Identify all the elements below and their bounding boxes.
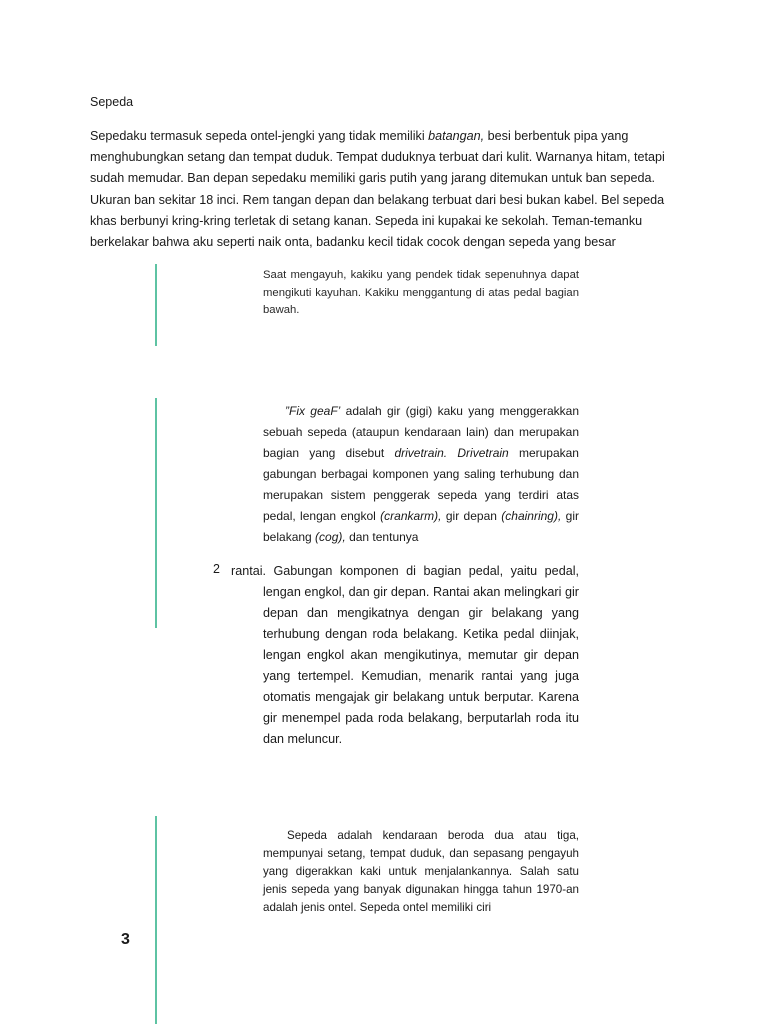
block2-text-5: dan tentunya [345,530,419,544]
quote-block-4 [263,827,579,917]
block2-text-1: adalah gir (gigi) kaku yang menggerakkan sebuah sepeda (ataupun kendaraan lain) dan merupakan bagian yang disebut [263,404,579,460]
accent-rule-1 [155,264,157,346]
block2-text-3: gir depan [441,509,502,523]
block4-text: Sepeda adalah kendaraan beroda dua atau tiga, mempunyai setang, tempat duduk, dan sepasang pengayuh yang digerakkan kaki untuk menjalankannya. Salah satu jenis sepeda yang banyak digunakan hingga tahun 1970-an adalah jenis ontel. Sepeda ontel memiliki ciri [263,829,579,914]
block3-text: rantai. Gabungan komponen di bagian pedal, yaitu pedal, lengan engkol, dan gir depan. Rantai akan melingkari gir depan dan mengikatnya dengan gir belakang yang terhubung dengan roda belakang. Ketika pedal diinjak, lengan engkol akan mengikutinya, memutar gir depan yang tertempel. Kemudian, menarik rantai yang juga otomatis mengajak gir belakang untuk berputar. Karena gir menempel pada roda belakang, berputarlah roda itu dan meluncur. [231,564,579,746]
block2-italic-4: (cog), [315,530,346,544]
quote-block-3 [231,561,579,750]
intro-paragraph [90,126,678,253]
intro-italic-term: batangan, [428,129,485,143]
block2-text-2: merupakan gabungan berbagai komponen yang saling terhubung dan merupakan sistem penggerak sepeda yang terdiri atas pedal, lengan engkol [263,446,579,523]
quote-block-1: Saat mengayuh, kakiku yang pendek tidak sepenuhnya dapat mengikuti kayuhan. Kakiku menggantung di atas pedal bagian bawah. [263,269,579,316]
block2-italic-1: drivetrain. Drivetrain [394,446,509,460]
block2-italic-term: ”Fix geaF’ [285,404,341,418]
section-heading: Sepeda [90,95,134,109]
accent-rule-2 [155,398,157,628]
intro-text-2: besi berbentuk pipa yang menghubungkan setang dan tempat duduk. Tempat duduknya terbuat dari kulit. Warnanya hitam, tetapi sudah memudar. Ban depan sepedaku memiliki garis putih yang jarang ditemukan untuk ban sepeda. Ukuran ban sekitar 18 inci. Rem tangan depan dan belakang terbuat dari besi bukan kabel. Bel sepeda khas berbunyi kring-kring terletak di setang kanan. Sepeda ini kupakai ke sekolah. Teman-temanku berkelakar bahwa aku seperti naik onta, badanku kecil tidak cocok dengan sepeda yang besar [90,129,665,250]
intro-text-1: Sepedaku termasuk sepeda ontel-jengki yang tidak memiliki [90,129,429,143]
block2-text-4: gir belakang [263,509,580,544]
block2-italic-2: (crankarm), [380,509,442,523]
block2-italic-3: (chainring), [501,509,562,523]
quote-block-2 [263,401,579,548]
accent-rule-3 [155,816,157,1024]
page-number: 3 [121,931,130,948]
list-number: 2 [213,562,220,576]
